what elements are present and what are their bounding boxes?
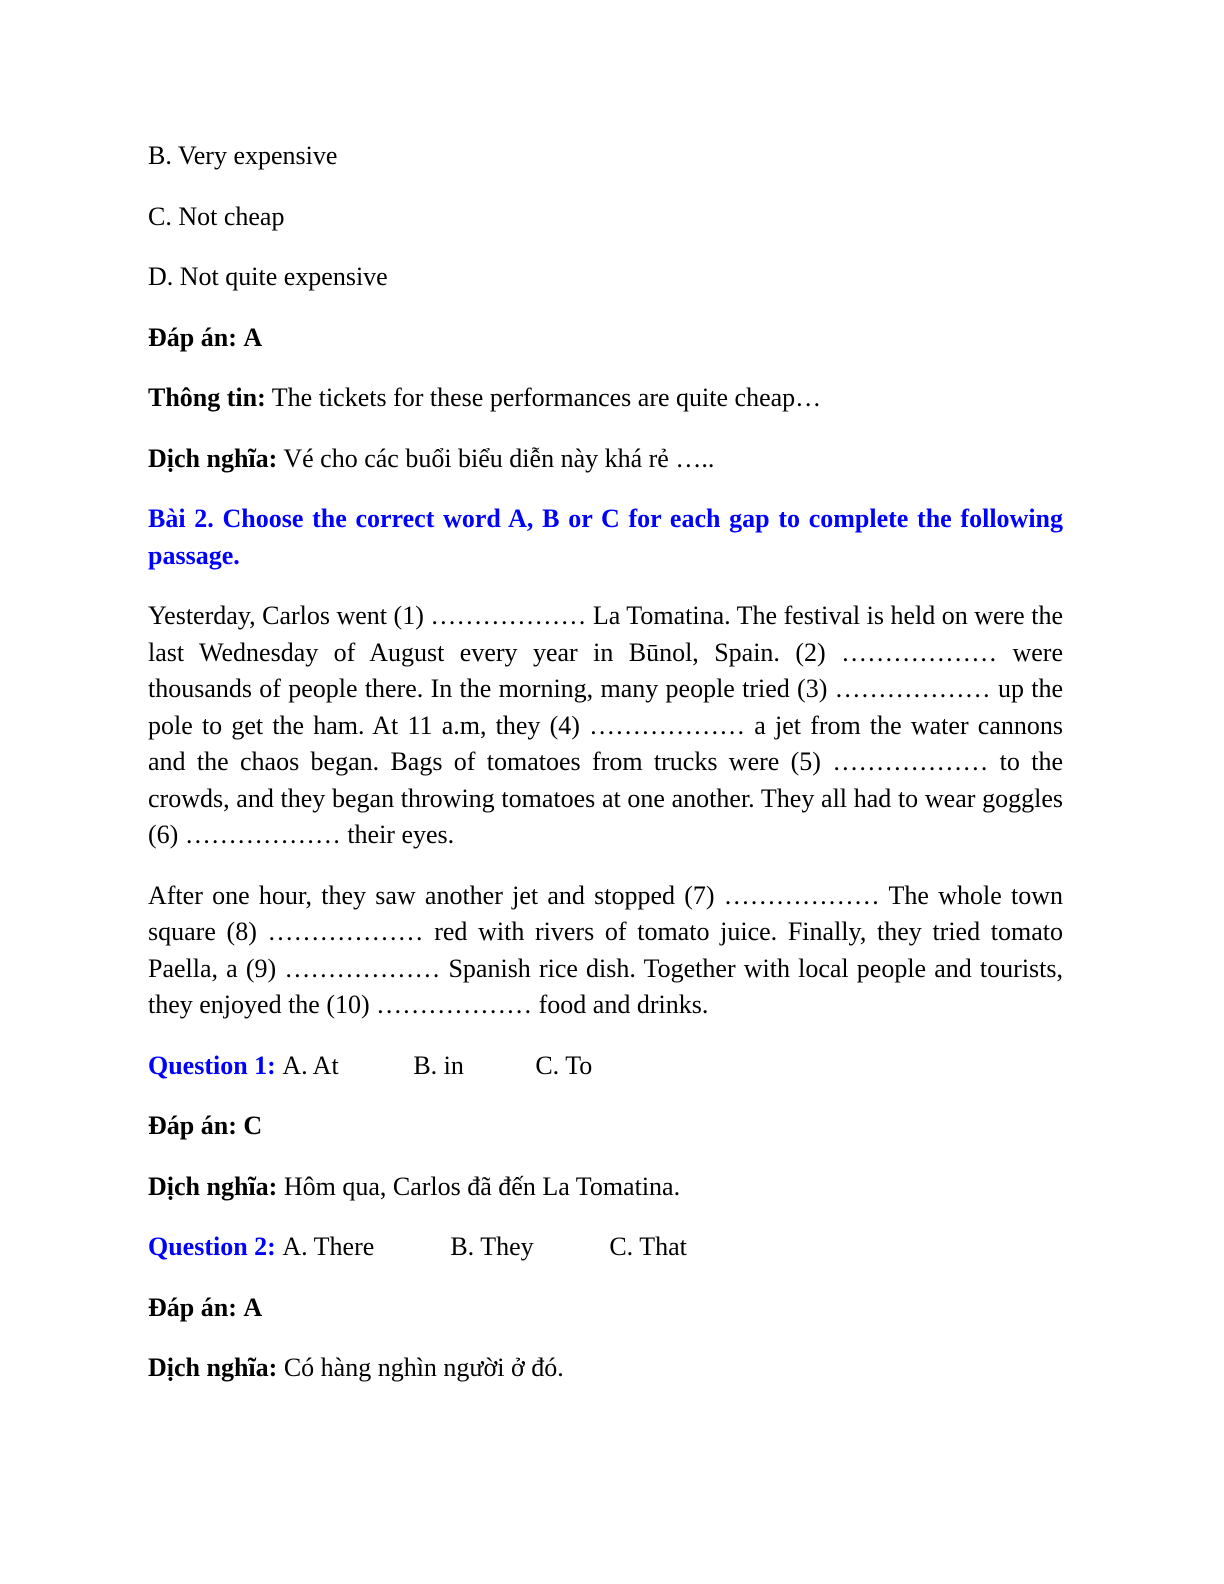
- option-b: B. Very expensive: [148, 141, 338, 170]
- translation-label: Dịch nghĩa:: [148, 443, 278, 473]
- exercise-heading: Bài 2. Choose the correct word A, B or C for each gap to complete the following passage.: [148, 504, 1063, 570]
- info-text: The tickets for these performances are quite cheap…: [271, 383, 822, 412]
- answer-value: A: [243, 322, 263, 352]
- prev-answer: [148, 320, 1063, 357]
- question-1-option-c: C. To: [535, 1050, 593, 1080]
- question-2-label: Question 2:: [148, 1232, 276, 1261]
- option-d: D. Not quite expensive: [148, 262, 388, 291]
- question-1-answer: [148, 1108, 1063, 1145]
- question-2: [148, 1229, 1063, 1266]
- translation-label: Dịch nghĩa:: [148, 1353, 278, 1382]
- answer-value: A: [243, 1292, 263, 1322]
- answer-value: C: [243, 1111, 263, 1140]
- question-2-answer: [148, 1290, 1063, 1327]
- option-c: C. Not cheap: [148, 201, 285, 231]
- translation-label: Dịch nghĩa:: [148, 1171, 278, 1201]
- question-1-option-b: B. in: [413, 1050, 464, 1080]
- question-2-option-c: C. That: [609, 1232, 687, 1261]
- question-2-translation: [148, 1350, 1063, 1387]
- question-1-option-a: A. At: [282, 1050, 339, 1080]
- answer-label: Đáp án:: [148, 1111, 237, 1140]
- info-label: Thông tin:: [148, 383, 266, 412]
- prev-info: [148, 380, 1063, 417]
- translation-text: Có hàng nghìn người ở đó.: [283, 1353, 564, 1382]
- question-1-translation: [148, 1169, 1063, 1206]
- translation-text: Vé cho các buổi biểu diễn này khá rẻ …..: [283, 443, 715, 473]
- question-1: [148, 1048, 1063, 1085]
- question-2-option-a: A. There: [282, 1232, 375, 1261]
- translation-text: Hôm qua, Carlos đã đến La Tomatina.: [283, 1171, 681, 1201]
- question-1-label: Question 1:: [148, 1050, 276, 1080]
- passage-paragraph-2: After one hour, they saw another jet and stopped (7) ……………… The whole town square (8) ……………… red with rivers of tomato juice. Finally, they tried tomato Paella, a (9) ……………… Spanish rice dish. Together with local people and tourists, they enjoyed the (10) ……………… food and drinks.: [148, 880, 1063, 1019]
- answer-label: Đáp án:: [148, 1292, 237, 1322]
- passage-paragraph-1: Yesterday, Carlos went (1) ……………… La Tomatina. The festival is held on were the last Wednesday of August every year in Būnol, Spain. (2) ……………… were thousands of people there. In the morning, many people tried (3) ……………… up the pole to get the ham. At 11 a.m, they (4) ……………… a jet from the water cannons and the chaos began. Bags of tomatoes from trucks were (5) ……………… to the crowds, and they began throwing tomatoes at one another. They all had to wear goggles (6) ……………… their eyes.: [148, 601, 1063, 849]
- question-2-option-b: B. They: [450, 1232, 534, 1261]
- prev-translation: [148, 441, 1063, 478]
- document-page: [148, 138, 1063, 1411]
- answer-label: Đáp án:: [148, 322, 237, 352]
